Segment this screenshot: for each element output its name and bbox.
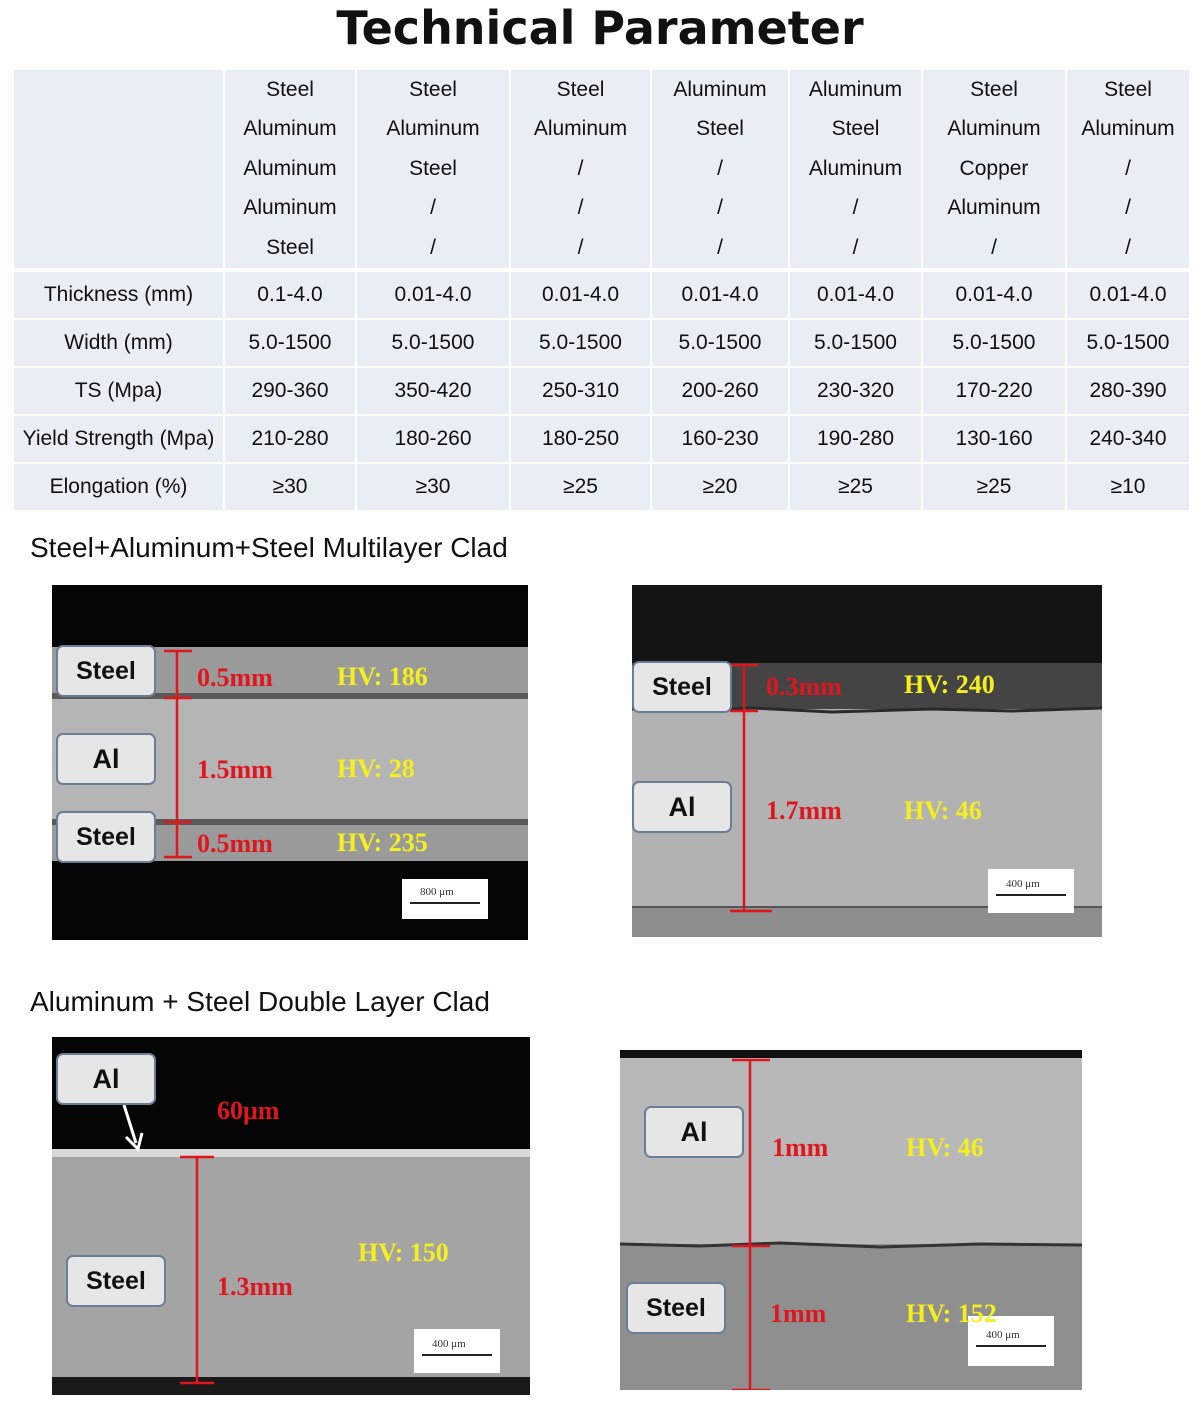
dimension-top-steel: 0.5mm xyxy=(197,663,273,692)
composition-cell: / xyxy=(511,228,650,270)
table-corner-cell xyxy=(14,228,223,270)
property-value: 0.01-4.0 xyxy=(511,270,650,318)
property-value: 5.0-1500 xyxy=(1067,318,1189,366)
composition-cell: Steel xyxy=(511,70,650,110)
property-value: 280-390 xyxy=(1067,366,1189,414)
property-value: 0.01-4.0 xyxy=(790,270,921,318)
property-value: 0.01-4.0 xyxy=(652,270,788,318)
composition-cell: / xyxy=(652,228,788,270)
section-title-double-layer: Aluminum + Steel Double Layer Clad xyxy=(30,986,490,1017)
hv-al: HV: 46 xyxy=(906,1133,984,1162)
property-label: Width (mm) xyxy=(14,318,223,366)
composition-row xyxy=(14,228,1189,270)
parameter-table xyxy=(12,70,1191,510)
property-value: ≥10 xyxy=(1067,462,1189,510)
property-value: 240-340 xyxy=(1067,414,1189,462)
composition-row xyxy=(14,149,1189,189)
hv-steel: HV: 150 xyxy=(358,1238,449,1267)
dimension-steel: 0.3mm xyxy=(766,672,842,701)
property-value: 5.0-1500 xyxy=(652,318,788,366)
composition-cell: Steel xyxy=(652,110,788,150)
micrograph-al-steel-equal xyxy=(620,1050,1082,1390)
property-value: ≥25 xyxy=(790,462,921,510)
composition-cell: Steel xyxy=(225,228,355,270)
property-value: 290-360 xyxy=(225,366,355,414)
dimension-steel: 1.3mm xyxy=(217,1272,293,1301)
composition-cell: Steel xyxy=(923,70,1065,110)
scale-bar-text: 400 μm xyxy=(986,1329,1020,1341)
property-row xyxy=(14,366,1189,414)
label-steel: Steel xyxy=(626,1282,726,1334)
composition-cell: / xyxy=(511,149,650,189)
property-value: 250-310 xyxy=(511,366,650,414)
composition-cell: / xyxy=(357,189,509,229)
property-value: ≥25 xyxy=(923,462,1065,510)
page-title: Technical Parameter xyxy=(336,1,864,55)
composition-cell: Steel xyxy=(357,149,509,189)
property-value: 350-420 xyxy=(357,366,509,414)
micrograph-steel-al-steel xyxy=(52,585,528,940)
composition-cell: Aluminum xyxy=(225,149,355,189)
scale-bar-text: 400 μm xyxy=(432,1338,466,1350)
property-row xyxy=(14,462,1189,510)
micrograph-al-steel-thin xyxy=(52,1037,530,1395)
composition-cell: Steel xyxy=(1067,70,1189,110)
table-corner-cell xyxy=(14,110,223,150)
composition-cell: / xyxy=(1067,228,1189,270)
composition-cell: Aluminum xyxy=(225,189,355,229)
property-value: 190-280 xyxy=(790,414,921,462)
property-value: ≥30 xyxy=(225,462,355,510)
composition-row xyxy=(14,110,1189,150)
dimension-al: 1.7mm xyxy=(766,796,842,825)
composition-cell: / xyxy=(790,228,921,270)
property-value: ≥30 xyxy=(357,462,509,510)
property-value: ≥20 xyxy=(652,462,788,510)
property-value: 5.0-1500 xyxy=(511,318,650,366)
label-steel: Steel xyxy=(632,661,732,713)
composition-cell: / xyxy=(652,189,788,229)
hv-steel: HV: 152 xyxy=(906,1299,997,1328)
dimension-al: 1mm xyxy=(772,1133,829,1162)
composition-row xyxy=(14,70,1189,110)
property-value: 130-160 xyxy=(923,414,1065,462)
property-label: TS (Mpa) xyxy=(14,366,223,414)
composition-cell: Steel xyxy=(225,70,355,110)
label-al: Al xyxy=(644,1106,744,1158)
label-steel: Steel xyxy=(66,1255,166,1307)
scale-bar-text: 800 μm xyxy=(420,886,454,898)
property-value: 0.01-4.0 xyxy=(357,270,509,318)
property-row xyxy=(14,414,1189,462)
property-value: ≥25 xyxy=(511,462,650,510)
composition-cell: Aluminum xyxy=(511,110,650,150)
composition-cell: Aluminum xyxy=(790,70,921,110)
property-value: 0.01-4.0 xyxy=(923,270,1065,318)
dimension-bottom-steel: 0.5mm xyxy=(197,829,273,858)
property-value: 0.01-4.0 xyxy=(1067,270,1189,318)
composition-row xyxy=(14,189,1189,229)
table-corner-cell xyxy=(14,70,223,110)
property-row xyxy=(14,318,1189,366)
table-corner-cell xyxy=(14,189,223,229)
composition-cell: Aluminum xyxy=(923,189,1065,229)
composition-cell: Aluminum xyxy=(790,149,921,189)
composition-cell: / xyxy=(1067,149,1189,189)
micrograph-steel-al xyxy=(632,585,1102,937)
property-value: 180-260 xyxy=(357,414,509,462)
property-value: 5.0-1500 xyxy=(790,318,921,366)
label-steel-bottom: Steel xyxy=(56,811,156,863)
scale-bar-text: 400 μm xyxy=(1006,878,1040,890)
composition-cell: Copper xyxy=(923,149,1065,189)
label-steel-top: Steel xyxy=(56,645,156,697)
hv-al: HV: 28 xyxy=(337,754,415,783)
property-value: 5.0-1500 xyxy=(357,318,509,366)
property-value: 180-250 xyxy=(511,414,650,462)
property-value: 5.0-1500 xyxy=(923,318,1065,366)
label-al: Al xyxy=(56,733,156,785)
property-value: 210-280 xyxy=(225,414,355,462)
composition-cell: Aluminum xyxy=(1067,110,1189,150)
composition-cell: / xyxy=(790,189,921,229)
hv-steel: HV: 240 xyxy=(904,670,995,699)
dimension-steel: 1mm xyxy=(770,1299,827,1328)
composition-cell: Aluminum xyxy=(652,70,788,110)
hv-top-steel: HV: 186 xyxy=(337,662,428,691)
property-label: Yield Strength (Mpa) xyxy=(14,414,223,462)
property-row xyxy=(14,270,1189,318)
dimension-al: 1.5mm xyxy=(197,755,273,784)
hv-bottom-steel: HV: 235 xyxy=(337,828,428,857)
table-corner-cell xyxy=(14,149,223,189)
property-value: 160-230 xyxy=(652,414,788,462)
property-value: 200-260 xyxy=(652,366,788,414)
property-value: 170-220 xyxy=(923,366,1065,414)
section-title-multilayer: Steel+Aluminum+Steel Multilayer Clad xyxy=(30,532,508,563)
composition-cell: Steel xyxy=(790,110,921,150)
label-al: Al xyxy=(56,1053,156,1105)
composition-cell: / xyxy=(511,189,650,229)
label-al: Al xyxy=(632,781,732,833)
composition-cell: / xyxy=(652,149,788,189)
property-label: Elongation (%) xyxy=(14,462,223,510)
hv-al: HV: 46 xyxy=(904,796,982,825)
composition-cell: / xyxy=(357,228,509,270)
composition-cell: Steel xyxy=(357,70,509,110)
composition-cell: / xyxy=(923,228,1065,270)
property-label: Thickness (mm) xyxy=(14,270,223,318)
property-value: 0.1-4.0 xyxy=(225,270,355,318)
composition-cell: Aluminum xyxy=(225,110,355,150)
composition-cell: Aluminum xyxy=(357,110,509,150)
property-value: 230-320 xyxy=(790,366,921,414)
property-value: 5.0-1500 xyxy=(225,318,355,366)
composition-cell: Aluminum xyxy=(923,110,1065,150)
composition-cell: / xyxy=(1067,189,1189,229)
dimension-al: 60μm xyxy=(217,1096,280,1125)
